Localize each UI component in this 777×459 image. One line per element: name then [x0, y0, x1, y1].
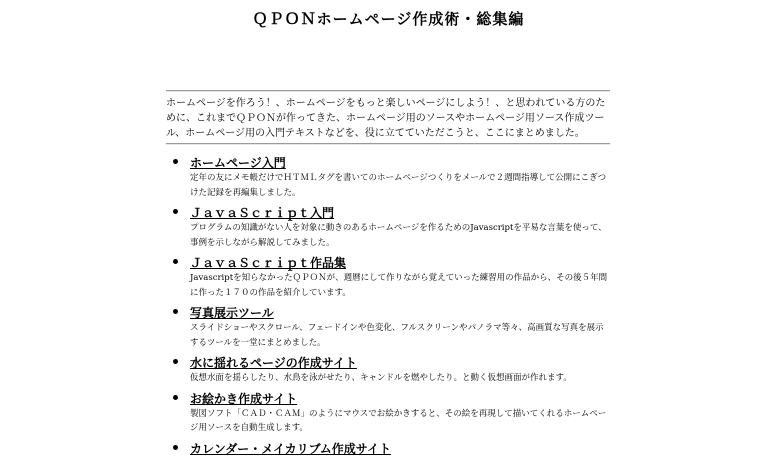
- link-calendar-site[interactable]: • カレンダー・メイカリブム作成サイト: [190, 441, 391, 456]
- page-title: ＱＰＯＮホームページ作成術・総集編: [252, 10, 525, 28]
- link-water-page[interactable]: • 水に揺れるページの作成サイト: [190, 356, 357, 370]
- content-list: [166, 152, 610, 459]
- link-javascript-works[interactable]: • ＪａｖａＳｃｒｉｐｔ作品集: [190, 256, 347, 270]
- list-item: [190, 302, 610, 350]
- item-description: Javascriptを知らなかったＱＰＯＮが、週暦にして作りながら覚えていった練習用の作品から、その後５年間に作った１７０の作品を紹介しています。: [190, 273, 608, 298]
- item-description: プログラムの知識がない人を対象に動きのあるホームページを作るためのJavascriptを平易な言葉を使って、事例を示しながら解説してみました。: [190, 223, 607, 248]
- item-description: スライドショーやスクロール、フェードインや色変化、フルスクリーンやパノラマ等々、高画質な写真を展示するツールを一堂にまとめました。: [190, 323, 604, 348]
- list-item: [190, 202, 610, 250]
- link-photo-tools[interactable]: • 写真展示ツール: [190, 306, 274, 320]
- item-description: 製図ソフト「ＣＡＤ・ＣＡＭ」のようにマウスでお絵かきすると、その絵を再現して描いてくれるホームページ用ソースを自動生成します。: [190, 408, 607, 433]
- divider-bottom: [166, 143, 610, 145]
- list-item: [190, 252, 610, 300]
- divider-top: [166, 90, 610, 92]
- list-item: [190, 352, 610, 386]
- list-item: [190, 152, 610, 200]
- list-item: [190, 388, 610, 436]
- item-description: 仮想水面を揺らしたり、水鳥を泳がせたり、キャンドルを燃やしたり。と動く仮想画面が作れます。: [190, 373, 572, 383]
- link-javascript-intro[interactable]: • ＪａｖａＳｃｒｉｐｔ入門: [190, 206, 335, 220]
- item-description: 定年の友にメモ帳だけでＨＴＭＬタグを書いてのホームページつくりをメールで２週間指導して公開にこぎつけた記録を再編集しました。: [190, 173, 607, 198]
- intro-text: ホームページを作ろう！、ホームページをもっと楽しいページにしよう！、と思われている方のために、これまでＱＰＯＮが作ってきた、ホームページ用のソースやホームページ用ソース作成ツール、ホームページ用の入門テキストなどを、役に立てていただこうと、ここにまとめました。: [166, 98, 606, 139]
- link-homepage-intro[interactable]: • ホームページ入門: [190, 156, 286, 170]
- link-drawing-site[interactable]: • お絵かき作成サイト: [190, 391, 298, 406]
- list-item: [190, 438, 610, 457]
